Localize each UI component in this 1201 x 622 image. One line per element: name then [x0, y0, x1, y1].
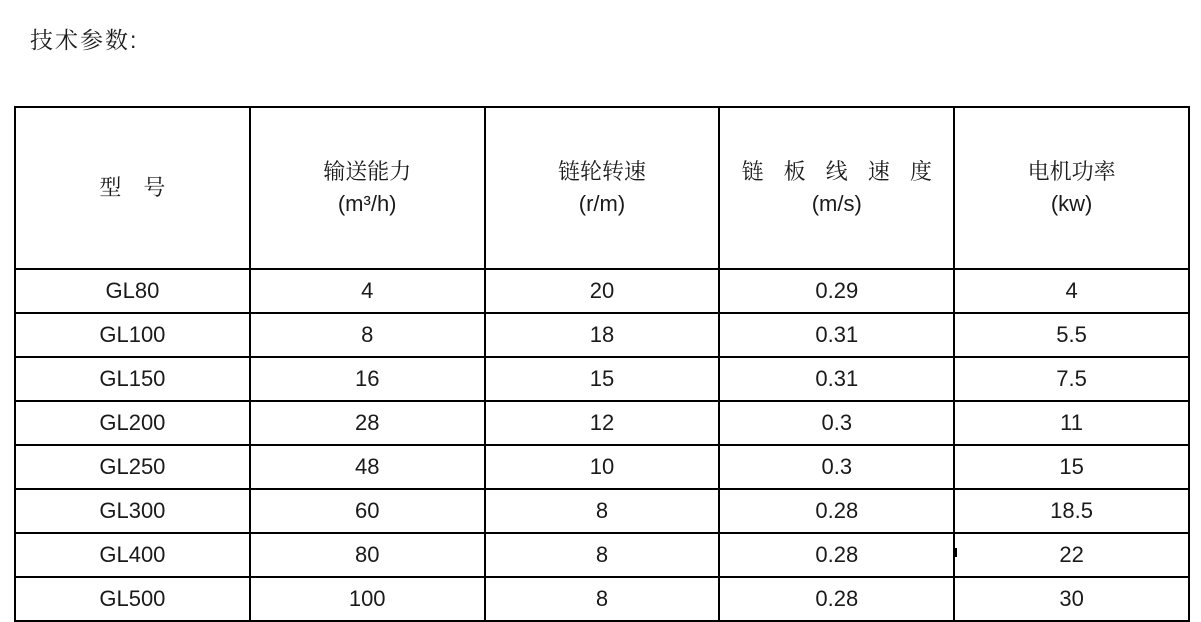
motor-power-cell: 22: [954, 533, 1189, 577]
sprocket-speed-cell: 8: [485, 489, 720, 533]
capacity-cell: 16: [250, 357, 485, 401]
sprocket-speed-cell: 8: [485, 533, 720, 577]
model-cell: GL250: [15, 445, 250, 489]
sprocket-speed-cell: 8: [485, 577, 720, 621]
header-unit: (kw): [1050, 191, 1093, 217]
model-cell: GL80: [15, 269, 250, 313]
header-cell-motor-power: [954, 107, 1189, 269]
table-body: [15, 269, 1189, 621]
model-cell: GL200: [15, 401, 250, 445]
sprocket-speed-cell: 10: [485, 445, 720, 489]
chain-line-speed-cell: 0.31: [719, 313, 954, 357]
chain-line-speed-cell: 0.28: [719, 489, 954, 533]
motor-power-cell: 7.5: [954, 357, 1189, 401]
sprocket-speed-cell: 20: [485, 269, 720, 313]
header-unit: (m/s): [811, 191, 862, 217]
capacity-cell: 60: [250, 489, 485, 533]
model-cell: GL500: [15, 577, 250, 621]
model-cell: GL100: [15, 313, 250, 357]
table-row: [15, 401, 1189, 445]
technical-parameters-table: [14, 106, 1190, 622]
model-cell: GL150: [15, 357, 250, 401]
chain-line-speed-cell: 0.3: [719, 401, 954, 445]
header-label: 输送能力: [323, 159, 412, 184]
capacity-cell: 8: [250, 313, 485, 357]
motor-power-cell: 5.5: [954, 313, 1189, 357]
motor-power-cell: 18.5: [954, 489, 1189, 533]
capacity-cell: 48: [250, 445, 485, 489]
header-cell-capacity: [250, 107, 485, 269]
chain-line-speed-cell: 0.28: [719, 533, 954, 577]
header-cell-model: [15, 107, 250, 269]
chain-line-speed-cell: 0.31: [719, 357, 954, 401]
capacity-cell: 4: [250, 269, 485, 313]
section-title: 技术参数:: [30, 27, 139, 53]
chain-line-speed-cell: 0.28: [719, 577, 954, 621]
sprocket-speed-cell: 18: [485, 313, 720, 357]
table-row: [15, 577, 1189, 621]
model-cell: GL400: [15, 533, 250, 577]
header-label: 电机功率: [1027, 159, 1116, 184]
chain-line-speed-cell: 0.29: [719, 269, 954, 313]
header-label: 链 板 线 速 度: [741, 159, 940, 184]
table-row: [15, 445, 1189, 489]
table-row: [15, 357, 1189, 401]
chain-line-speed-cell: 0.3: [719, 445, 954, 489]
motor-power-cell: 11: [954, 401, 1189, 445]
motor-power-cell: 30: [954, 577, 1189, 621]
header-row: [15, 107, 1189, 269]
motor-power-cell: 15: [954, 445, 1189, 489]
header-cell-chain-line-speed: [719, 107, 954, 269]
capacity-cell: 28: [250, 401, 485, 445]
header-unit: (r/m): [578, 191, 626, 217]
header-label: 型 号: [99, 175, 166, 201]
header-label: 链轮转速: [557, 159, 646, 184]
model-cell: GL300: [15, 489, 250, 533]
capacity-cell: 100: [250, 577, 485, 621]
table-row: [15, 533, 1189, 577]
motor-power-cell: 4: [954, 269, 1189, 313]
sprocket-speed-cell: 15: [485, 357, 720, 401]
header-cell-sprocket-speed: [485, 107, 720, 269]
clipped-row-border-stub: [14, 548, 16, 557]
header-unit: (m³/h): [337, 191, 397, 217]
clipped-row-border-stub: [955, 548, 957, 557]
capacity-cell: 80: [250, 533, 485, 577]
table-header: [15, 107, 1189, 269]
table-row: [15, 489, 1189, 533]
sprocket-speed-cell: 12: [485, 401, 720, 445]
